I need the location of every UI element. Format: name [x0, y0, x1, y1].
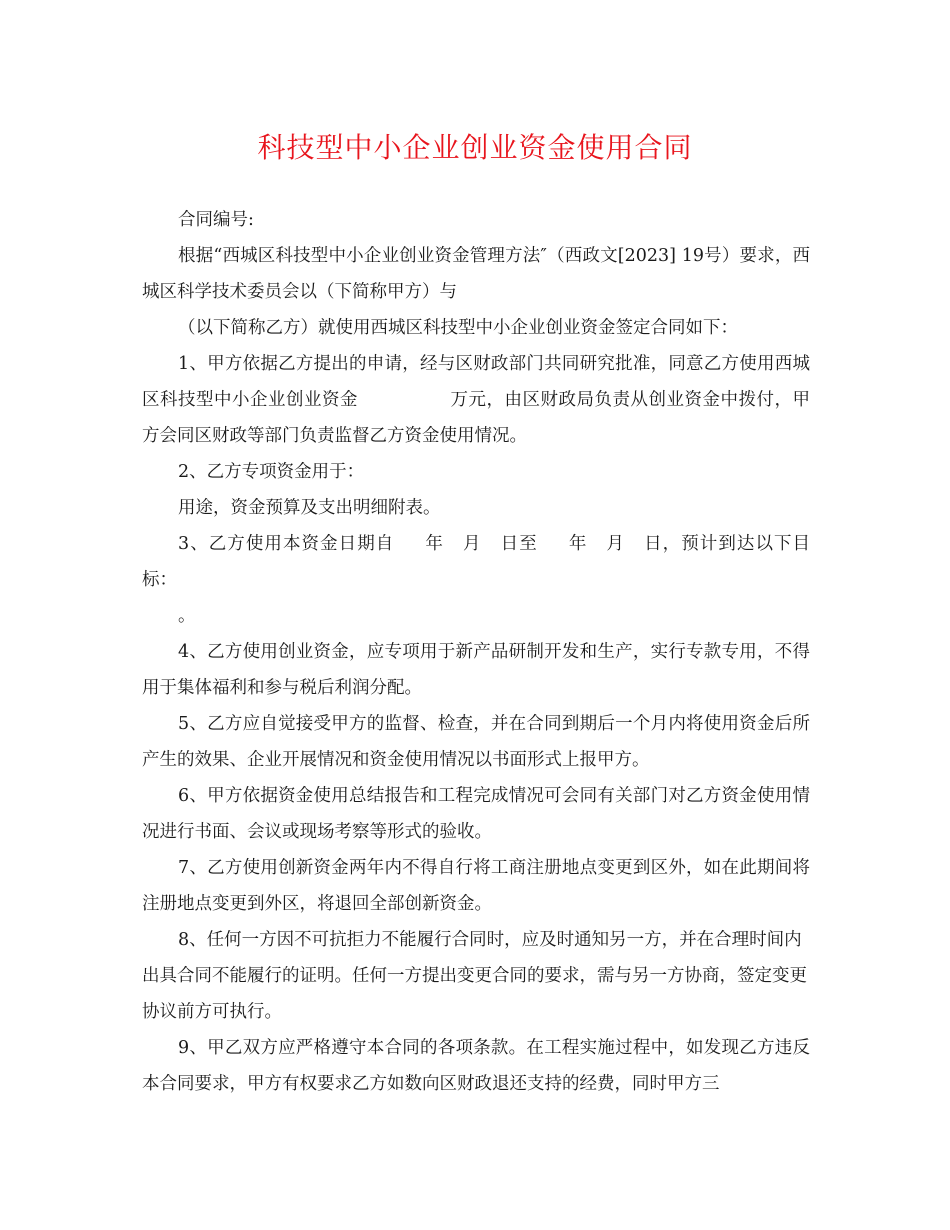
document-body: [142, 202, 810, 1102]
clause-1-part-a: 1、甲方依据乙方提出的申请，经与区财政部门共同研究批准，同意乙方使用西城区科技型中小企业创业资金: [142, 354, 810, 410]
clause-1-part-b: 万元，由区财政局负责从创业资金中拨付，甲方会同区财政等部门负责监督乙方资金使用情况。: [142, 390, 810, 446]
start-day-label: 日至: [499, 534, 538, 554]
clause-3-end: 日，预计到达以下目标：: [142, 534, 811, 590]
end-month-label: 月: [605, 534, 626, 554]
contract-number-label: 合同编号:: [178, 210, 254, 230]
clause-2-purpose: 用途，资金预算及支出明细附表。: [178, 498, 441, 518]
clause-8: 8、任何一方因不可抗拒力不能履行合同时，应及时通知另一方，并在合理时间内出具合同不能履行的证明。任何一方提出变更合同的要求，需与另一方协商，签定变更协议前方可执行。: [142, 930, 807, 1022]
intro-paragraph: 根据“西城区科技型中小企业创业资金管理方法″（西政文[2023] 19号）要求，西城区科学技术委员会以（下简称甲方）与: [142, 246, 810, 302]
clause-4: 4、乙方使用创业资金，应专项用于新产品研制开发和生产，实行专款专用，不得用于集体福利和参与税后利润分配。: [142, 642, 810, 698]
clause-9: 9、甲乙双方应严格遵守本合同的各项条款。在工程实施过程中，如发现乙方违反本合同要求，甲方有权要求乙方如数向区财政退还支持的经费，同时甲方三: [142, 1038, 810, 1094]
clause-5: 5、乙方应自觉接受甲方的监督、检查，并在合同到期后一个月内将使用资金后所产生的效果、企业开展情况和资金使用情况以书面形式上报甲方。: [142, 714, 810, 770]
start-month-label: 月: [461, 534, 482, 554]
clause-1: [142, 346, 810, 454]
start-year-label: 年: [424, 534, 444, 554]
clause-7: 7、乙方使用创新资金两年内不得自行将工商注册地点变更到区外，如在此期间将注册地点变更到外区，将退回全部创新资金。: [142, 858, 810, 914]
clause-3: [142, 526, 810, 598]
document-title: 科技型中小企业创业资金使用合同: [257, 131, 693, 164]
clause-6: 6、甲方依据资金使用总结报告和工程完成情况可会同有关部门对乙方资金使用情况进行书面、会议或现场考察等形式的验收。: [142, 786, 810, 842]
intro-paragraph-continued: （以下简称乙方）就使用西城区科技型中小企业创业资金签定合同如下：: [178, 318, 738, 338]
clause-3-start: 3、乙方使用本资金日期自: [178, 534, 395, 554]
end-year-label: 年: [567, 534, 588, 554]
clause-3-target: 。: [178, 606, 196, 626]
clause-2: 2、乙方专项资金用于：: [178, 462, 365, 482]
